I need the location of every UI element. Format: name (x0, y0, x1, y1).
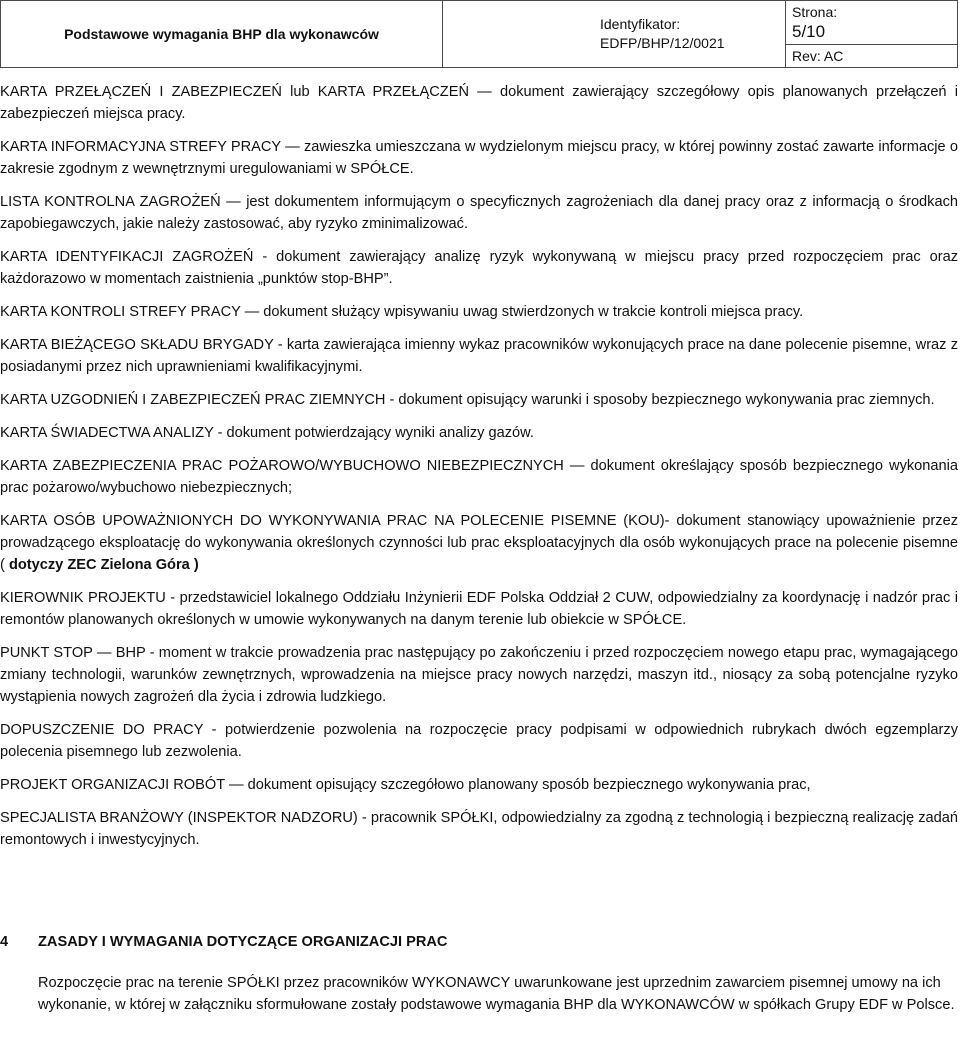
definition-paragraph: KARTA ZABEZPIECZENIA PRAC POŻAROWO/WYBUCHOWO NIEBEZPIECZNYCH — dokument określający sposób bezpiecznego wykonania prac pożarowo/wybuchowo niebezpiecznych; (0, 458, 958, 496)
page-number: 5/10 (792, 22, 826, 41)
definition-paragraph: KARTA KONTROLI STREFY PRACY — dokument służący wpisywaniu uwag stwierdzonych w trakcie kontroli miejsca pracy. (0, 304, 804, 320)
definition-paragraph: KARTA BIEŻĄCEGO SKŁADU BRYGADY - karta zawierająca imienny wykaz pracowników wykonujących prace na dane polecenie pisemne, wraz z posiadanymi przez nich uprawnieniami kwalifikacyjnymi. (0, 337, 958, 375)
definition-paragraph: PROJEKT ORGANIZACJI ROBÓT — dokument opisujący szczegółowo planowany sposób bezpiecznego wykonywania prac, (0, 777, 811, 793)
definition-paragraph: KARTA ŚWIADECTWA ANALIZY - dokument potwierdzający wyniki analizy gazów. (0, 425, 534, 441)
section-title: ZASADY I WYMAGANIA DOTYCZĄCE ORGANIZACJI PRAC (38, 934, 448, 950)
kou-paragraph (0, 510, 958, 576)
definition-paragraph: LISTA KONTROLNA ZAGROŻEŃ — jest dokumentem informującym o specyficznych zagrożeniach dla danej pracy oraz z informacją o środkach zapobiegawczych, jakie należy zastosować, aby ryzyko zminimalizować. (0, 194, 958, 232)
section-number: 4 (0, 934, 9, 950)
definition-paragraph: SPECJALISTA BRANŻOWY (INSPEKTOR NADZORU) - pracownik SPÓŁKI, odpowiedzialny za zgodną z technologią i bezpieczną realizację zadań remontowych i inwestycyjnych. (0, 810, 958, 848)
definition-paragraph: KIEROWNIK PROJEKTU - przedstawiciel lokalnego Oddziału Inżynierii EDF Polska Oddział 2 CUW, odpowiedzialny za koordynację i nadzór prac i remontów planowanych określonych w umowie wykonywanych na danym terenie lub obiekcie w SPÓŁCE. (0, 590, 958, 628)
definition-paragraph: PUNKT STOP — BHP - moment w trakcie prowadzenia prac następujący po zakończeniu i przed rozpoczęciem nowego etapu prac, wymagającego zmiany technologii, warunków zewnętrznych, wprowadzenia na miejsce pracy nowych narzędzi, maszyn itd., niosący za sobą potencjalne ryzyko wystąpienia nowych zagrożeń dla życia i zdrowia ludzkiego. (0, 645, 958, 705)
section-paragraph: Rozpoczęcie prac na terenie SPÓŁKI przez pracowników WYKONAWCY uwarunkowane jest uprzednim zawarciem pisemnej umowy na ich wykonanie, w której w załączniku sformułowane zostały podstawowe wymagania BHP dla WYKONAWCÓW w spółkach Grupy EDF w Polsce. (38, 975, 955, 1013)
section-heading (0, 934, 958, 950)
identifier-cell (443, 1, 786, 67)
doc-title: Podstawowe wymagania BHP dla wykonawców (1, 1, 443, 67)
document-header (0, 0, 958, 68)
identifier-value: EDFP/BHP/12/0021 (600, 35, 725, 51)
page-box (786, 1, 957, 45)
page-info-cell (786, 1, 957, 67)
page-label: Strona: (792, 4, 838, 20)
definitions-body (0, 81, 958, 862)
identifier-label: Identyfikator: (600, 16, 681, 32)
definition-paragraph: DOPUSZCZENIE DO PRACY - potwierdzenie pozwolenia na rozpoczęcie pracy podpisami w odpowiednich rubrykach dwóch egzemplarzy polecenia pisemnego lub zezwolenia. (0, 722, 958, 760)
kou-bold-note: dotyczy ZEC Zielona Góra (8, 557, 190, 573)
kou-text: KARTA OSÓB UPOWAŻNIONYCH DO WYKONYWANIA PRAC NA POLECENIE PISEMNE (KOU)- dokument stanowiący upoważnienie przez prowadzącego eksploatację do wykonywania określonych czynności lub prac eksploatacyjnych dla osób wykonujących prace na polecenie pisemne ( (0, 513, 958, 573)
definition-paragraph: KARTA PRZEŁĄCZEŃ I ZABEZPIECZEŃ lub KARTA PRZEŁĄCZEŃ — dokument zawierający szczegółowy opis planowanych przełączeń i zabezpieczeń miejsca pracy. (0, 84, 958, 122)
definition-paragraph: KARTA INFORMACYJNA STREFY PRACY — zawieszka umieszczana w wydzielonym miejscu pracy, w której powinny zostać zawarte informacje o zakresie zgodnym z wewnętrznymi uregulowaniami w SPÓŁCE. (0, 139, 958, 177)
revision: Rev: AC (792, 48, 844, 64)
definition-paragraph: KARTA IDENTYFIKACJI ZAGROŻEŃ - dokument zawierający analizę ryzyk wykonywaną w miejscu pracy przed rozpoczęciem prac oraz każdorazowo w momentach zaistnienia „punktów stop-BHP”. (0, 249, 958, 287)
kou-tail: ) (193, 557, 199, 573)
definition-paragraph: KARTA UZGODNIEŃ I ZABEZPIECZEŃ PRAC ZIEMNYCH - dokument opisujący warunki i sposoby bezpiecznego wykonywania prac ziemnych. (0, 392, 935, 408)
